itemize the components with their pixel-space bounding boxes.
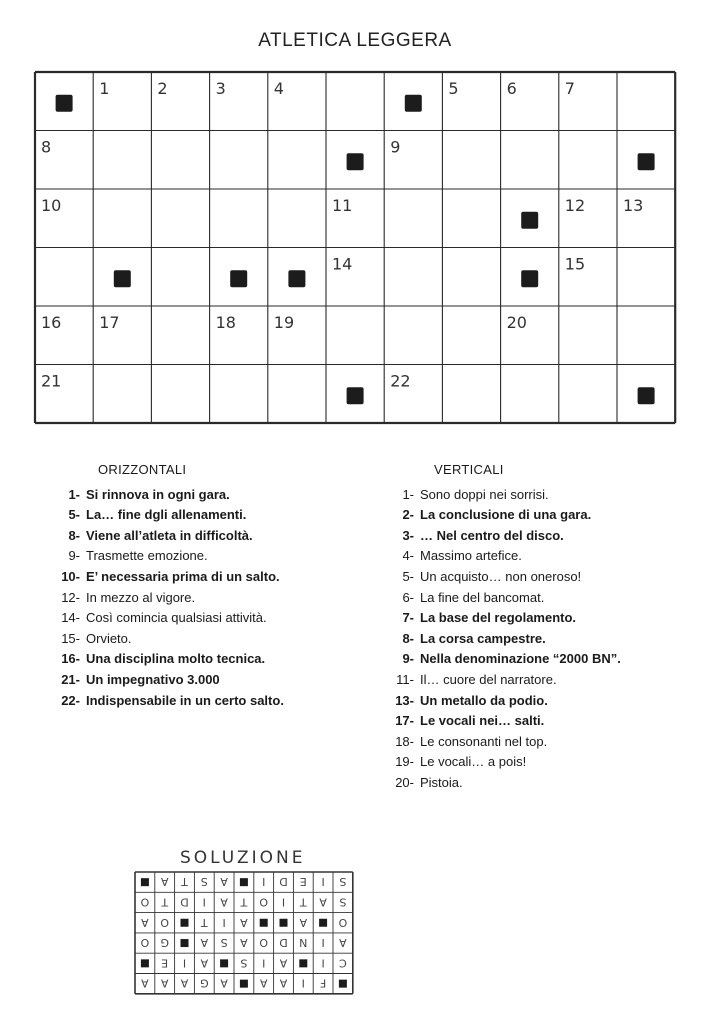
solution-letter: A [279,976,288,990]
clue-text: Il… cuore del narratore. [420,671,557,687]
clue-text: Sono doppi nei sorrisi. [420,486,549,502]
cell-number: 1 [99,79,110,98]
solution-black-square [260,919,268,927]
down-clues [386,460,621,794]
cell-number: 4 [273,79,284,98]
clue-number: 5- [402,568,414,584]
clue-text: Una disciplina molto tecnica. [86,651,266,667]
down-heading: VERTICALI [434,462,504,477]
clue-item [48,629,284,650]
black-square [288,270,305,287]
cell-number: 14 [332,254,353,274]
solution-letter: A [220,875,228,889]
clue-text: La… fine dgli allenamenti. [86,507,247,523]
clue-text: Indispensabile in un certo salto. [86,692,284,708]
clue-item [386,485,621,506]
clue-item [386,526,621,547]
solution-letter: S [220,936,228,950]
clue-item [386,670,621,691]
cell-number: 5 [448,79,459,98]
clue-text: Massimo artefice. [420,548,522,564]
clue-text: La corsa campestre. [420,630,546,646]
clue-item [48,526,284,547]
solution-letter: I [281,895,286,909]
cell-number: 11 [332,196,353,215]
clue-number: 9- [68,548,80,564]
solution-letter: I [321,956,325,970]
solution-letter: A [200,936,209,950]
cell-number: 17 [99,313,120,332]
clue-number: 8- [402,630,414,646]
clue-text: La conclusione di una gara. [420,507,592,523]
clue-number: 15- [61,630,80,646]
clue-item [386,732,621,753]
solution-letter: A [319,895,327,909]
solution-letter: A [141,976,149,990]
cell-number: 13 [623,196,644,215]
solution-black-square [319,919,327,927]
page-title: ATLETICA LEGGERA [258,30,452,51]
clue-text: Così comincia qualsiasi attività. [86,610,267,626]
solution-letter: N [299,936,308,950]
solution-black-square [280,919,288,927]
solution-letter: A [299,915,308,929]
clue-number: 17- [395,713,414,729]
clue-text: Trasmette emozione. [86,548,208,564]
cell-number: 2 [157,79,168,98]
solution-letter: O [140,895,150,909]
cell-number: 19 [273,313,295,332]
clue-number: 4- [402,548,414,564]
clue-text: In mezzo al vigore. [86,589,196,605]
solution-letter: S [240,956,248,970]
solution-letter: O [259,895,269,909]
clue-number: 5- [68,507,80,523]
clue-number: 18- [395,733,414,749]
cell-number: 18 [215,313,236,332]
clue-item [48,567,284,588]
cell-number: 16 [41,313,62,332]
clue-number: 1- [402,486,414,502]
clue-text: Nella denominazione “2000 BN”. [420,651,621,667]
clue-item [386,711,621,732]
solution-letter: I [301,976,305,990]
clue-number: 22- [61,692,80,708]
solution-title: SOLUZIONE [180,848,306,868]
clue-number: 6- [402,589,414,605]
solution-letter: G [200,976,209,990]
clue-text: Un metallo da podio. [420,692,548,708]
solution-black-square [339,980,347,988]
solution-letter: S [339,875,347,889]
solution-letter: T [161,895,169,909]
clue-number: 9- [402,651,414,667]
clue-number: 21- [61,671,80,687]
clue-text: E’ necessaria prima di un salto. [86,568,280,584]
clue-item [386,649,621,670]
black-square [230,270,247,287]
solution-letter: O [160,915,170,929]
solution-letter: O [140,936,150,950]
solution-black-square [181,919,189,927]
crossword-grid [0,0,710,440]
clue-item [386,505,621,526]
clue-text: Le consonanti nel top. [420,733,548,749]
cell-number: 8 [41,137,52,157]
black-square [114,270,131,287]
solution-letter: T [240,895,248,909]
solution-letter: A [220,895,228,909]
clue-text: Un impegnativo 3.000 [86,671,220,687]
solution-letter: T [299,895,307,909]
clue-text: … Nel centro del disco. [420,527,564,543]
clue-item [386,752,621,773]
clue-number: 8- [68,527,80,543]
cell-number: 22 [390,371,411,391]
clue-item [48,485,284,506]
solution-letter: I [222,915,226,929]
clue-item [386,691,621,712]
solution-letter: A [259,976,268,990]
clue-text: Un acquisto… non oneroso! [420,568,582,584]
solution-letter: S [200,875,208,889]
clue-item [48,649,284,670]
black-square [521,212,538,229]
clue-number: 16- [61,651,80,667]
clue-text: Le vocali… a pois! [420,754,527,770]
clue-number: 20- [395,774,414,790]
solution-letter: D [279,936,288,950]
clue-number: 14- [61,610,80,626]
solution-letter: G [160,936,169,950]
solution-letter: I [202,895,206,909]
clue-item [386,588,621,609]
solution-letter: I [182,956,187,970]
cell-number: 3 [215,79,226,98]
clue-number: 3- [402,527,414,543]
solution-letter: A [240,915,248,929]
solution-letter: A [180,976,189,990]
solution-letter: T [181,875,188,889]
solution-black-square [240,980,248,988]
solution-letter: C [339,956,347,970]
clue-item [48,608,284,629]
black-square [638,387,655,404]
solution-black-square [141,878,149,886]
clue-text: La base del regolamento. [420,610,577,626]
solution-letter: A [200,956,209,970]
clue-item [386,608,621,629]
solution-letter: I [262,875,266,889]
solution-letter: A [160,875,169,889]
clue-number: 19- [395,754,414,770]
solution-letter: A [279,956,288,970]
clue-text: Viene all’atleta in difficoltà. [86,527,253,543]
solution-letter: A [339,936,347,950]
solution-letter: A [240,936,248,950]
solution-black-square [240,878,248,886]
clue-item [48,691,284,712]
solution-black-square [181,939,189,947]
black-square [347,387,364,404]
solution-letter: E [161,956,169,970]
cell-number: 7 [564,79,575,98]
cell-number: 15 [564,254,586,274]
solution-letter: O [338,915,348,929]
black-square [56,95,73,112]
solution-letter: I [321,875,325,889]
clue-item [386,629,621,650]
cell-number: 6 [506,79,517,98]
clue-text: Le vocali nei… salti. [420,713,545,729]
across-heading: ORIZZONTALI [98,462,187,477]
solution-black-square [299,959,307,967]
across-clues [48,460,284,711]
clue-item [48,546,284,567]
solution-letter: F [319,976,327,990]
clue-number: 7- [402,610,414,626]
solution-letter: S [339,895,347,909]
clue-item [386,567,621,588]
solution-letter: A [141,915,149,929]
clue-number: 12- [61,589,80,605]
solution-letter: I [262,956,266,970]
cell-number: 10 [41,196,62,215]
clue-number: 1- [68,486,80,502]
clue-item [386,546,621,567]
solution-letter: A [160,976,169,990]
clue-number: 11- [396,671,414,687]
solution-letter: T [200,915,208,929]
clue-item [48,670,284,691]
solution-black-square [141,959,149,967]
solution-letter: I [321,936,325,950]
solution-letter: D [180,895,189,909]
black-square [521,270,538,287]
clue-text: Pistoia. [420,774,463,790]
cell-number: 12 [564,196,586,215]
solution-letter: A [220,976,228,990]
solution-letter: D [279,875,288,889]
cell-number: 21 [41,371,62,391]
clue-item [48,588,284,609]
black-square [638,153,655,170]
black-square [347,153,364,170]
clue-number: 13- [395,692,414,708]
clue-text: Si rinnova in ogni gara. [86,486,230,502]
solution-letter: E [299,875,307,889]
clue-item [48,505,284,526]
black-square [405,95,422,112]
clue-number: 2- [402,507,414,523]
solution-letter: O [259,936,269,950]
clue-text: La fine del bancomat. [420,589,545,605]
solution-black-square [220,959,228,967]
cell-number: 20 [506,313,527,332]
clue-item [386,773,621,794]
clue-text: Orvieto. [86,630,132,646]
cell-number: 9 [390,137,401,157]
clue-number: 10- [61,568,80,584]
